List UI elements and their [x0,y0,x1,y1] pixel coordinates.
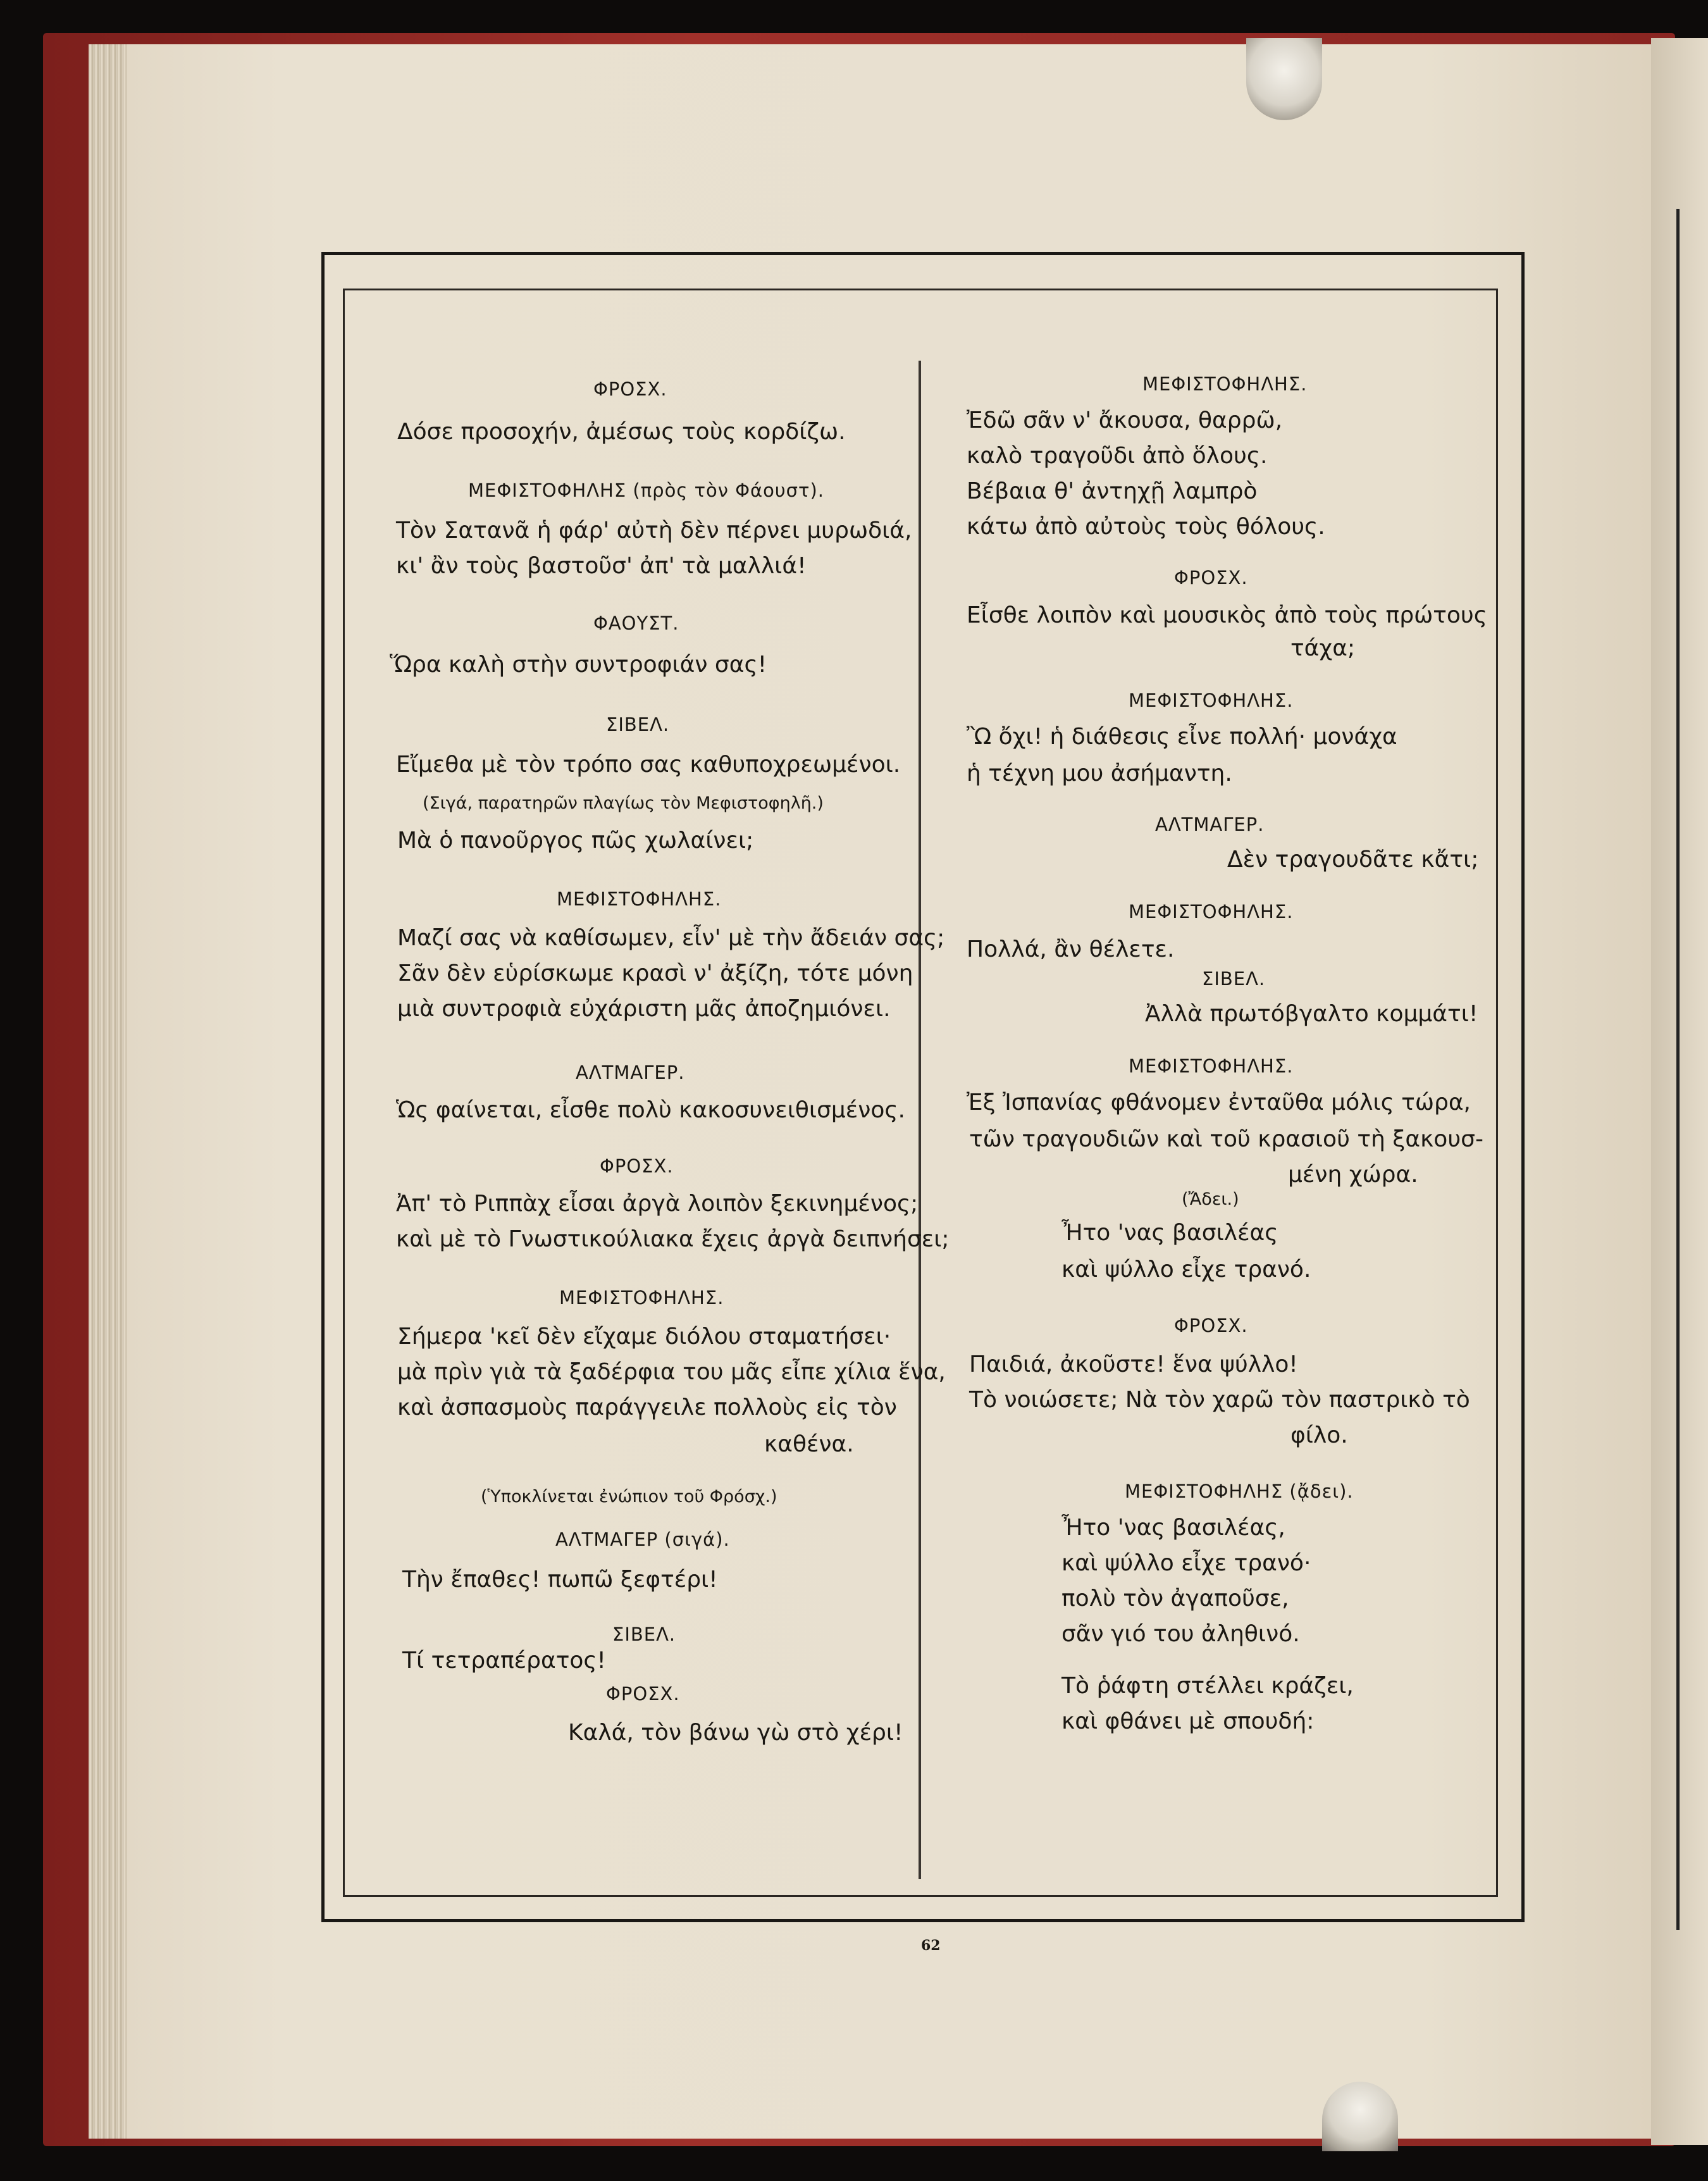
verse-line: Βέβαια θ' ἀντηχῇ λαμπρὸ [967,478,1258,504]
verse-line: Ἦτο 'νας βασιλέας, [1061,1515,1285,1541]
verse-line: Μὰ ὁ πανοῦργος πῶς χωλαίνει; [397,828,754,854]
speaker-name: ΦΡΟΣΧ. [593,378,667,400]
verse-line: φίλο. [1290,1422,1348,1448]
verse-line: Πολλά, ἂν θέλετε. [967,936,1175,962]
stage-direction: (Σιγά, παρατηρῶν πλαγίως τὸν Μεφιστοφηλῆ.) [423,793,824,813]
verse-line: Ἀπ' τὸ Ριππὰχ εἶσαι ἀργὰ λοιπὸν ξεκινημένος; [396,1191,919,1217]
verse-line: Παιδιά, ἀκοῦστε! ἕνα ψύλλο! [969,1351,1298,1377]
speaker-name: ΦΡΟΣΧ. [600,1155,674,1177]
verse-line: καθένα. [764,1431,854,1457]
verse-line: ἡ τέχνη μου ἀσήμαντη. [967,761,1232,786]
column-divider [919,361,921,1879]
verse-line: σᾶν γιό του ἀληθινό. [1061,1621,1300,1647]
speaker-name: ΜΕΦΙΣΤΟΦΗΛΗΣ. [1129,901,1294,923]
verse-line: τάχα; [1290,635,1356,661]
speaker-name: ΜΕΦΙΣΤΟΦΗΛΗΣ. [1129,690,1294,711]
verse-line: Ὢ ὄχι! ἡ διάθεσις εἶνε πολλή· μονάχα [967,724,1397,750]
verse-line: Τὴν ἔπαθες! πωπῶ ξεφτέρι! [402,1567,718,1593]
verse-line: Ἐδῶ σᾶν ν' ἄκουσα, θαρρῶ, [967,407,1283,433]
speaker-name: ΦΡΟΣΧ. [1174,1315,1248,1336]
speaker-name: ΜΕΦΙΣΤΟΦΗΛΗΣ. [559,1287,724,1308]
speaker-name: ΜΕΦΙΣΤΟΦΗΛΗΣ. [1142,373,1308,395]
verse-line: Δὲν τραγουδᾶτε κἄτι; [1227,847,1479,873]
verse-line: Δόσε προσοχήν, ἀμέσως τοὺς κορδίζω. [397,419,846,445]
speaker-name: ΦΡΟΣΧ. [1174,567,1248,588]
verse-line: πολὺ τὸν ἀγαποῦσε, [1061,1586,1289,1612]
verse-line: κάτω ἀπὸ αὐτοὺς τοὺς θόλους. [967,514,1325,540]
verse-line: Τὸν Σατανᾶ ἡ φάρ' αὐτὴ δὲν πέρνει μυρωδιά, [396,518,912,544]
verse-line: καὶ ἀσπασμοὺς παράγγειλε πολλοὺς εἰς τὸν [397,1395,897,1420]
verse-line: καὶ ψύλλο εἶχε τρανό. [1061,1257,1311,1283]
verse-line: Ἐξ Ἰσπανίας φθάνομεν ἐνταῦθα μόλις τώρα, [967,1090,1471,1115]
verse-line: Σᾶν δὲν εὑρίσκωμε κρασὶ ν' ἀξίζη, τότε μόνη [397,960,913,986]
verse-line: Εἴμεθα μὲ τὸν τρόπο σας καθυποχρεωμένοι. [396,752,901,778]
verse-line: Σήμερα 'κεῖ δὲν εἴχαμε διόλου σταματήσει· [397,1324,891,1350]
verse-line: μένη χώρα. [1288,1162,1418,1188]
verse-line: Καλά, τὸν βάνω γὼ στὸ χέρι! [568,1720,903,1746]
verse-line: Ὡς φαίνεται, εἶσθε πολὺ κακοσυνειθισμένος. [396,1097,905,1123]
stage-direction: (Ἄδει.) [1182,1190,1239,1209]
verse-line: καὶ ψύλλο εἶχε τρανό· [1061,1550,1311,1576]
speaker-name: ΑΛΤΜΑΓΕΡ. [1155,814,1265,835]
speaker-name: ΦΑΟΥΣΤ. [593,612,679,634]
speaker-name: ΜΕΦΙΣΤΟΦΗΛΗΣ. [1129,1055,1294,1077]
bottom-clip-icon [1322,2082,1398,2151]
verse-line: Μαζί σας νὰ καθίσωμεν, εἶν' μὲ τὴν ἄδειάν σας; [397,925,945,951]
verse-line: τῶν τραγουδιῶν καὶ τοῦ κρασιοῦ τὴ ξακουσ- [969,1126,1483,1152]
verse-line: καλὸ τραγοῦδι ἀπὸ ὅλους. [967,443,1268,469]
verse-line: καὶ φθάνει μὲ σπουδή: [1061,1708,1315,1734]
stage-direction: (Ὑποκλίνεται ἐνώπιον τοῦ Φρόσχ.) [481,1487,777,1507]
verse-line: καὶ μὲ τὸ Γνωστικούλιακα ἔχεις ἀργὰ δειπνήσει; [396,1226,950,1252]
speaker-name: ΜΕΦΙΣΤΟΦΗΛΗΣ (πρὸς τὸν Φάουστ). [468,480,825,501]
speaker-name: ΜΕΦΙΣΤΟΦΗΛΗΣ. [557,888,722,910]
speaker-name: ΑΛΤΜΑΓΕΡ. [576,1062,685,1083]
verse-line: Τὸ νοιώσετε; Νὰ τὸν χαρῶ τὸν παστρικὸ τὸ [969,1387,1470,1413]
top-clip-icon [1246,38,1322,120]
speaker-name: ΑΛΤΜΑΓΕΡ (σιγά). [555,1529,730,1550]
verse-line: κι' ἂν τοὺς βαστοῦσ' ἀπ' τὰ μαλλιά! [396,553,807,579]
verse-line: Εἶσθε λοιπὸν καὶ μουσικὸς ἀπὸ τοὺς πρώτους [967,602,1487,628]
verse-line: Ἦτο 'νας βασιλέας [1061,1220,1278,1246]
verse-line: Τί τετραπέρατος! [402,1648,606,1674]
verse-line: Ὥρα καλὴ στὴν συντροφιάν σας! [390,652,767,678]
speaker-name: ΦΡΟΣΧ. [606,1683,680,1705]
page-number: 62 [921,1937,941,1954]
speaker-name: ΜΕΦΙΣΤΟΦΗΛΗΣ (ᾄδει). [1125,1481,1354,1502]
verse-line: Ἀλλὰ πρωτόβγαλτο κομμάτι! [1145,1001,1478,1027]
verse-line: Τὸ ῥάφτη στέλλει κράζει, [1061,1673,1354,1699]
facing-page-edge [1651,38,1708,2145]
verse-line: μιὰ συντροφιὰ εὐχάριστη μᾶς ἀποζημιόνει. [397,996,891,1022]
speaker-name: ΣΙΒΕΛ. [606,714,670,735]
speaker-name: ΣΙΒΕΛ. [1202,968,1266,990]
verse-line: μὰ πρὶν γιὰ τὰ ξαδέρφια του μᾶς εἶπε χίλια ἕνα, [397,1359,946,1385]
speaker-name: ΣΙΒΕΛ. [612,1624,676,1645]
